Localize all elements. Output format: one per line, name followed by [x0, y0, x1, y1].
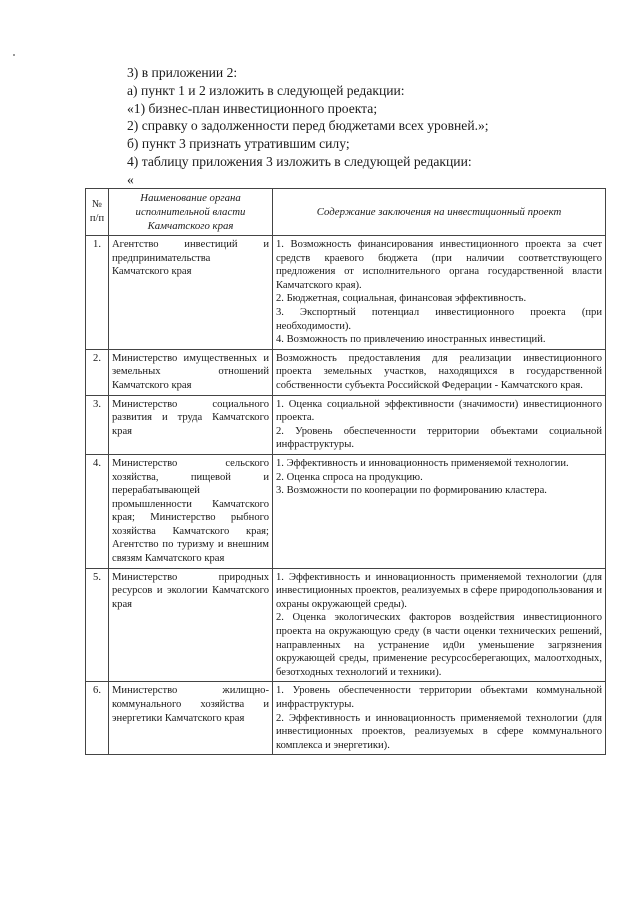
intro-line: а) пункт 1 и 2 изложить в следующей редакции: [127, 82, 405, 98]
table-row [86, 236, 606, 350]
intro-line: «1) бизнес-план инвестиционного проекта; [127, 100, 378, 116]
row-content [273, 682, 606, 755]
content-item: 3. Экспортный потенциал инвестиционного проекта (при необходимости). [276, 306, 602, 332]
table-row [86, 395, 606, 454]
row-num: 2. [86, 349, 109, 395]
content-item: 2. Уровень обеспеченности территории объектами социальной инфраструктуры. [276, 425, 602, 451]
conclusions-table [85, 188, 606, 755]
table-row [86, 454, 606, 568]
content-item: 4. Возможность по привлечению иностранных инвестиций. [276, 334, 546, 346]
table-header-row [86, 189, 606, 236]
row-content [273, 395, 606, 454]
table-row [86, 568, 606, 682]
intro-line: 4) таблицу приложения 3 изложить в следующей редакции: [127, 153, 472, 169]
row-num: 1. [86, 236, 109, 350]
table-row [86, 349, 606, 395]
row-content [273, 568, 606, 682]
row-org: Министерство природных ресурсов и экологии Камчатского края [109, 568, 273, 682]
content-item: 2. Бюджетная, социальная, финансовая эффективность. [276, 293, 527, 305]
content-item: 3. Возможности по кооперации по формированию кластера. [276, 485, 547, 497]
row-content [273, 236, 606, 350]
row-org: Министерство имущественных и земельных отношений Камчатского края [109, 349, 273, 395]
row-org: Министерство сельского хозяйства, пищевой и перерабатывающей промышленности Камчатского края; Министерство рыбного хозяйства Камчатского края; Агентство по туризму и внешним связям Камчатского края [109, 454, 273, 568]
row-org: Агентство инвестиций и предпринимательства Камчатского края [109, 236, 273, 350]
row-num: 4. [86, 454, 109, 568]
row-num: 3. [86, 395, 109, 454]
intro-line: 3) в приложении 2: [127, 65, 238, 80]
content-item: 1. Уровень обеспеченности территории объектами коммунальной инфраструктуры. [276, 685, 602, 710]
content-item: Возможность предоставления для реализации инвестиционного проекта земельных участков, находящихся в государственной собственности субъекта Российской Федерации - Камчатского края. [276, 352, 602, 391]
content-item: 1. Возможность финансирования инвестиционного проекта за счет средств краевого бюджета (при наличии соответствующего предложения от исполнительного органа государственной власти Камчатского края). [276, 239, 602, 291]
row-num: 6. [86, 682, 109, 755]
content-item: 2. Оценка экологических факторов воздействия инвестиционного проекта на окружающую среду (в части оценки технических решений, направленных на устранение ид0и уменьшение загрязнения окружающей среды, применение ресурсосберегающих, малоотходных, безотходных технологий и техники). [276, 612, 602, 678]
row-content [273, 349, 606, 395]
intro-line: 2) справку о задолженности перед бюджетами всех уровней.»; [127, 118, 489, 134]
intro-text [127, 64, 597, 189]
scan-dot [13, 54, 15, 56]
intro-line: « [127, 171, 134, 187]
header-content: Содержание заключения на инвестиционный проект [273, 189, 606, 236]
content-item: 2. Оценка спроса на продукцию. [276, 471, 423, 483]
intro-line: б) пункт 3 признать утратившим силу; [127, 136, 350, 152]
content-item: 1. Эффективность и инновационность применяемой технологии. [276, 457, 569, 469]
row-org: Министерство жилищно-коммунального хозяйства и энергетики Камчатского края [109, 682, 273, 755]
content-item: 2. Эффективность и инновационность применяемой технологии (для инвестиционных проектов, реализуемых в сфере коммунального комплекса и энергетики). [276, 712, 602, 751]
table-row [86, 682, 606, 755]
header-org: Наименование органа исполнительной власти Камчатского края [109, 189, 273, 236]
row-num: 5. [86, 568, 109, 682]
row-org: Министерство социального развития и труда Камчатского края [109, 395, 273, 454]
row-content [273, 454, 606, 568]
content-item: 1. Эффективность и инновационность применяемой технологии (для инвестиционных проектов, реализуемых в сфере природопользования и охраны окружающей среды). [276, 571, 602, 610]
content-item: 1. Оценка социальной эффективности (значимости) инвестиционного проекта. [276, 398, 602, 424]
header-num: № п/п [86, 189, 109, 236]
